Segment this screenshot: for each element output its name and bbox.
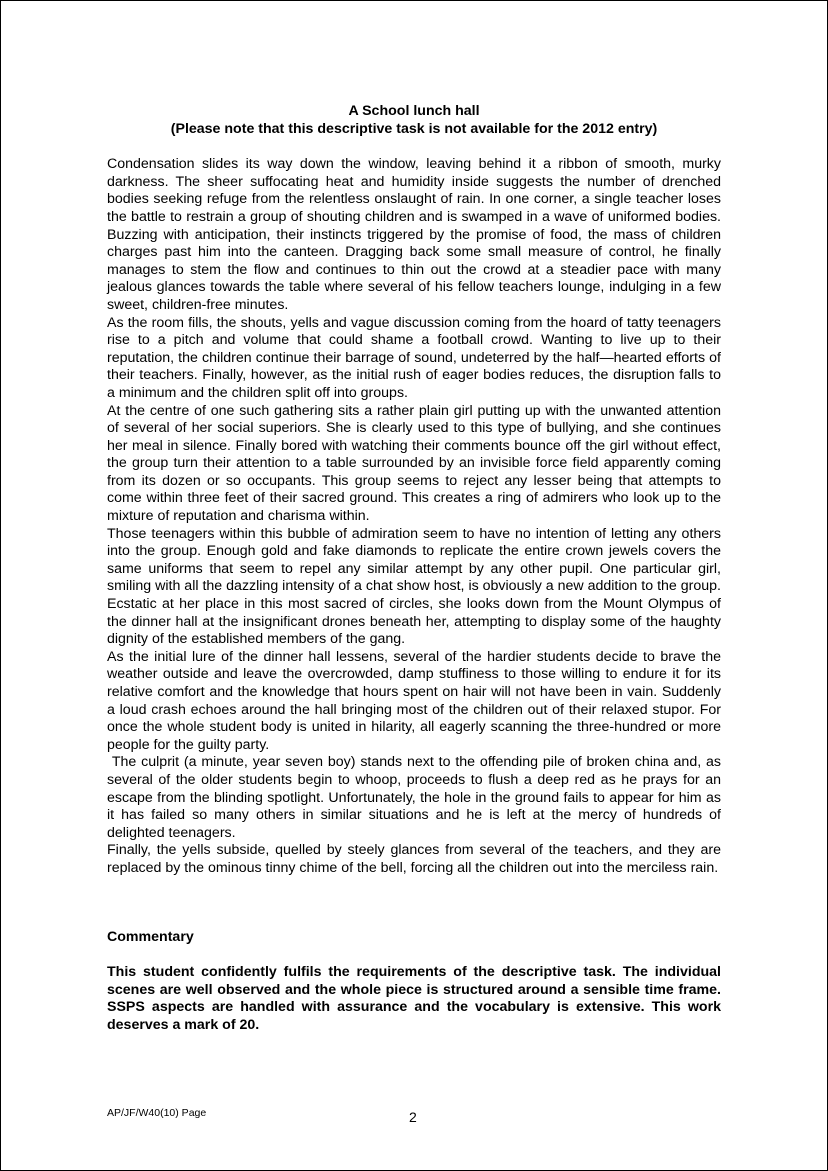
paragraph-5: As the initial lure of the dinner hall lessens, several of the hardier students decide to brave the weather outside and leave the overcrowded, damp stuffiness to those willing to endure it for its relative comfort and the knowledge that hours spent on hair will not have been in vain. Suddenly a loud crash echoes around the hall bringing most of the children out of their relaxed stupor. For once the whole student body is united in hilarity, all eagerly scanning the three-hundred or more people for the guilty party.: [107, 648, 721, 753]
commentary-text: This student confidently fulfils the requirements of the descriptive task. The individual scenes are well observed and the whole piece is structured around a sensible time frame. SSPS aspects are handled with assurance and the vocabulary is extensive. This work deserves a mark of 20.: [107, 964, 721, 1033]
commentary-heading: Commentary: [107, 929, 194, 945]
paragraph-2: As the room fills, the shouts, yells and vague discussion coming from the hoard of tatty teenagers rise to a pitch and volume that could shame a football crowd. Wanting to live up to their reputation, the children continue their barrage of sound, undeterred by the half—hearted efforts of their teachers. Finally, however, as the initial rush of eager bodies reduces, the disruption falls to a minimum and the children split off into groups.: [107, 314, 721, 401]
paragraph-6: The culprit (a minute, year seven boy) stands next to the offending pile of broken china and, as several of the older students begin to whoop, proceeds to flush a deep red as he prays for an escape from the blinding spotlight. Unfortunately, the hole in the ground fails to appear for him as it has failed so many others in similar situations and he is left at the mercy of hundreds of delighted teenagers.: [107, 754, 725, 841]
footer-reference: AP/JF/W40(10) Page: [107, 1107, 207, 1119]
document-body: [107, 103, 725, 878]
document-title: A School lunch hall: [348, 103, 480, 119]
paragraph-3: At the centre of one such gathering sits a rather plain girl putting up with the unwanted attention of several of her social superiors. She is clearly used to this type of bullying, and she continues her meal in silence. Finally bored with watching their comments bounce off the girl without effect, the group turn their attention to a table surrounded by an invisible force field apparently coming from its dozen or so occupants. This group seems to reject any lesser being that attempts to come within three feet of their sacred ground. This creates a ring of admirers who look up to the mixture of reputation and charisma within.: [107, 402, 721, 525]
paragraph-7: Finally, the yells subside, quelled by steely glances from several of the teachers, and they are replaced by the ominous tinny chime of the bell, forcing all the children out into the merciless rain.: [107, 842, 721, 876]
paragraph-4: Those teenagers within this bubble of admiration seem to have no intention of letting any others into the group. Enough gold and fake diamonds to replicate the entire crown jewels covers the same uniforms that seem to repel any similar attempt by any other pupil. One particular girl, smiling with all the dazzling intensity of a chat show host, is obviously a new addition to the group. Ecstatic at her place in this most sacred of circles, she looks down from the Mount Olympus of the dinner hall at the insignificant drones beneath her, attempting to display some of the haughty dignity of the established members of the gang.: [107, 525, 721, 648]
document-subtitle: (Please note that this descriptive task is not available for the 2012 entry): [170, 120, 658, 137]
page-number: 2: [409, 1109, 417, 1125]
paragraph-1: Condensation slides its way down the window, leaving behind it a ribbon of smooth, murky darkness. The sheer suffocating heat and humidity inside suggests the number of drenched bodies seeking refuge from the relentless onslaught of rain. In one corner, a single teacher loses the battle to restrain a group of shouting children and is swamped in a wave of uniformed bodies. Buzzing with anticipation, their instincts triggered by the promise of food, the mass of children charges past him into the canteen. Dragging back some small measure of control, he finally manages to stem the flow and continues to thin out the crowd at a steadier pace with many jealous glances towards the table where several of his fellow teachers lounge, indulging in a few sweet, children-free minutes.: [107, 156, 721, 313]
